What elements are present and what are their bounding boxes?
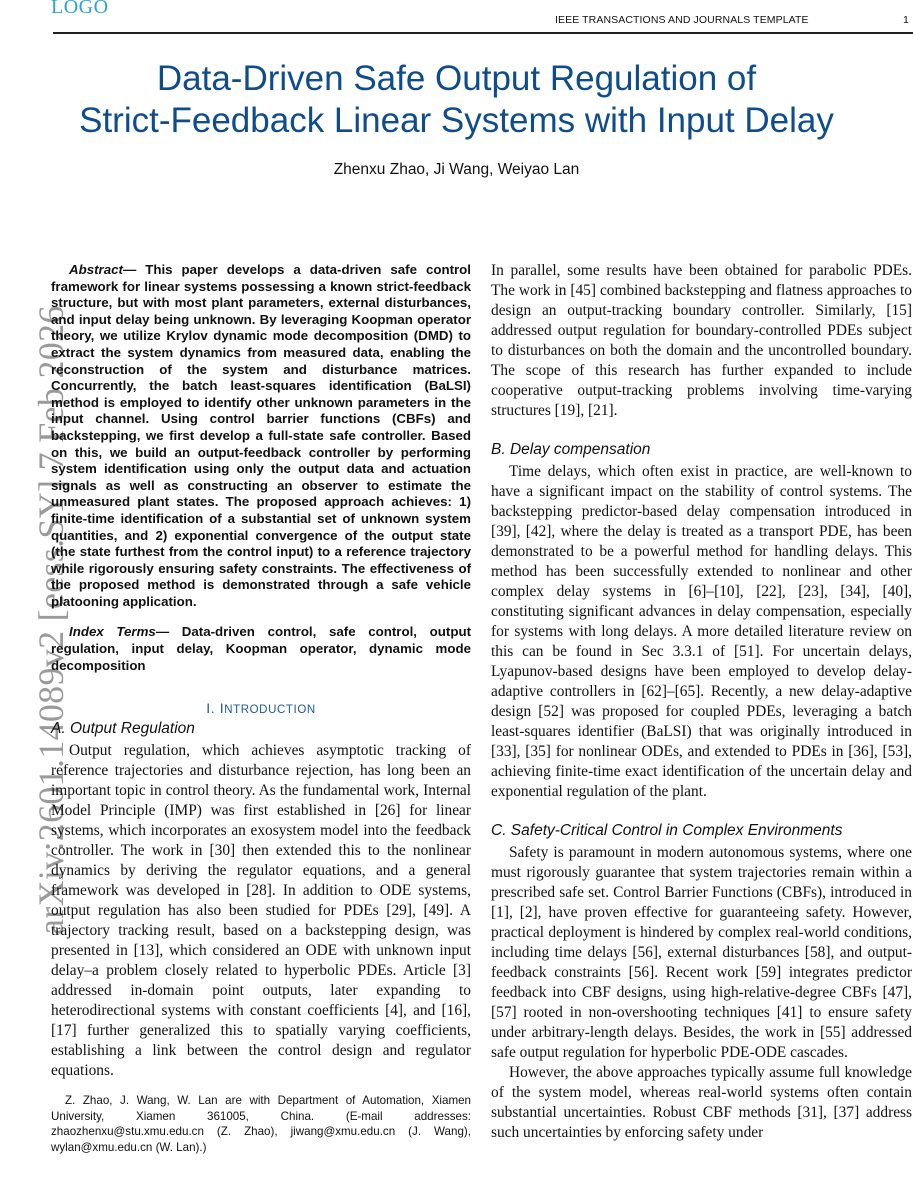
paragraph-output-regulation-continued: In parallel, some results have been obtained for parabolic PDEs. The work in [45] combined backstepping and flatness approaches to design an output-tracking boundary controller. Similarly, [15] addressed output regulation for boundary-controlled PDEs subject to disturbances on both the domain and the uncontrolled boundary. The scope of this research has further expanded to include cooperative output-tracking problems involving time-varying structures [19], [21].: [491, 262, 912, 419]
author-list: Zhenxu Zhao, Ji Wang, Weiyao Lan: [333, 161, 580, 178]
paragraph-safety-1: Safety is paramount in modern autonomous systems, where one must rigorously guarantee that system trajectories remain within a prescribed safe set. Control Barrier Functions (CBFs), introduced in [1], [2], have proven effective for guaranteeing safety. However, practical deployment is hindered by complex real-world conditions, including time delays [56], external disturbances [58], and output-feedback constraints [56]. Recent work [59] integrates predictor feedback into CBF designs, using high-relative-degree CBFs [47], [57] rooted in non-overshooting techniques [41] to ensure safety under arbitrary-length delays. Besides, the work in [55] addressed safe output regulation for hyperbolic PDE-ODE cascades.: [491, 844, 912, 1061]
page-number: 1: [903, 14, 909, 26]
paragraph-delay-compensation: Time delays, which often exist in practice, are well-known to have a significant impact on the stability of control systems. The backstepping predictor-based delay compensation introduced in [39], [42], where the delay is treated as a transport PDE, has been demonstrated to be a powerful method for handling delays. This method has been successfully extended to nonlinear and other complex delay systems in [6]–[10], [22], [23], [34], [40], constituting significant advances in delay compensation, especially for systems with long delays. A more detailed literature review on this can be found in Sec 3.3.1 of [51]. For uncertain delays, Lyapunov-based designs have been employed to develop delay-adaptive controllers in [62]–[65]. Recently, a new delay-adaptive design [52] was proposed for coupled PDEs, leveraging a batch least-squares identifier (BaLSI) that was originally introduced in [33], [35] for nonlinear ODEs, and extended to PDEs in [36], [53], achieving finite-time exact identification of the uncertain delay and exponential regulation of the plant.: [491, 463, 912, 800]
subsection-heading-output-regulation: A. Output Regulation: [51, 720, 195, 738]
index-terms-dash: —: [155, 624, 170, 640]
section-heading-introduction: [51, 700, 471, 716]
section-first-letter: I: [219, 700, 225, 717]
abstract: [51, 262, 471, 610]
index-terms-text: Data-driven control, safe control, output regulation, input delay, Koopman operator, dynamic mode decomposition: [51, 624, 471, 673]
paragraph-safety-2: However, the above approaches typically assume full knowledge of the system model, whereas real-world systems often contain substantial uncertainties. Robust CBF methods [31], [37] address such uncertainties by enforcing safety under: [491, 1064, 912, 1141]
subsection-heading-delay-compensation: B. Delay compensation: [491, 441, 651, 458]
arxiv-stamp: arXiv:2601.14089v2 [eess.SY] 7 Feb 2026: [31, 305, 71, 935]
subsection-heading-safety-critical-control: C. Safety-Critical Control in Complex Environments: [491, 822, 843, 839]
running-head: IEEE TRANSACTIONS AND JOURNALS TEMPLATE: [555, 14, 809, 26]
title-line-1: Data-Driven Safe Output Regulation of: [156, 59, 757, 98]
abstract-text: This paper develops a data-driven safe control framework for linear systems possessing a known strict-feedback structure, but with most plant parameters, external disturbances, and input delay being unknown. By leveraging Koopman operator theory, we utilize Krylov dynamic mode decomposition (DMD) to extract the system dynamics from measured data, enabling the reconstruction of the system and disturbance matrices. Concurrently, the batch least-squares identification (BaLSI) method is employed to identify other unknown parameters in the input channel. Using control barrier functions (CBFs) and backstepping, we first develop a full-state safe controller. Based on this, we build an output-feedback controller by performing system identification using only the output data and actuation signals as well as constructing an observer to estimate the unmeasured plant states. The proposed approach achieves: 1) finite-time identification of a substantial set of unknown system quantities, and 2) exponential convergence of the output state (the state furthest from the control input) to a reference trajectory while rigorously ensuring safety constraints. The effectiveness of the proposed method is demonstrated through a safe vehicle platooning application.: [51, 262, 471, 609]
paragraph-output-regulation: Output regulation, which achieves asymptotic tracking of reference trajectories and disturbance rejection, has long been an important topic in control theory. As the fundamental work, Internal Model Principle (IMP) was first established in [26] for linear systems, which incorporates an exosystem model into the feedback controller. The work in [30] then extended this to the nonlinear dynamics by deriving the regulator equations, and a general framework was developed in [28]. In addition to ODE systems, output regulation has also been studied for PDEs [29], [49]. A trajectory tracking result, based on a backstepping design, was presented in [13], which considered an ODE with unknown input delay–a problem closely related to hyperbolic PDEs. Article [3] addressed in-domain point outputs, later expanding to heterodirectional systems with constant coefficients [4], and [16], [17] further generalized this to spatially varying coefficients, establishing a link between the control design and regulator equations.: [51, 742, 471, 1080]
index-terms-label: Index Terms: [69, 624, 156, 640]
section-rest: NTRODUCTION: [224, 704, 316, 717]
header-rule: [53, 32, 913, 34]
abstract-label: Abstract: [69, 262, 123, 277]
index-terms: [51, 624, 471, 674]
journal-logo: LOGO: [51, 0, 109, 18]
left-column: [51, 262, 471, 1156]
right-column: [491, 261, 912, 1143]
section-numeral: I.: [206, 700, 220, 717]
paper-title: [0, 58, 913, 142]
title-line-2: Strict-Feedback Linear Systems with Input Delay: [79, 101, 834, 140]
abstract-dash: —: [122, 262, 137, 277]
author-affiliation-footnote: Z. Zhao, J. Wang, W. Lan are with Department of Automation, Xiamen University, Xiamen 361005, China. (E-mail addresses: zhaozhenxu@stu.xmu.edu.cn (Z. Zhao), jiwang@xmu.edu.cn (J. Wang), wylan@xmu.edu.cn (W. Lan).): [51, 1094, 471, 1155]
